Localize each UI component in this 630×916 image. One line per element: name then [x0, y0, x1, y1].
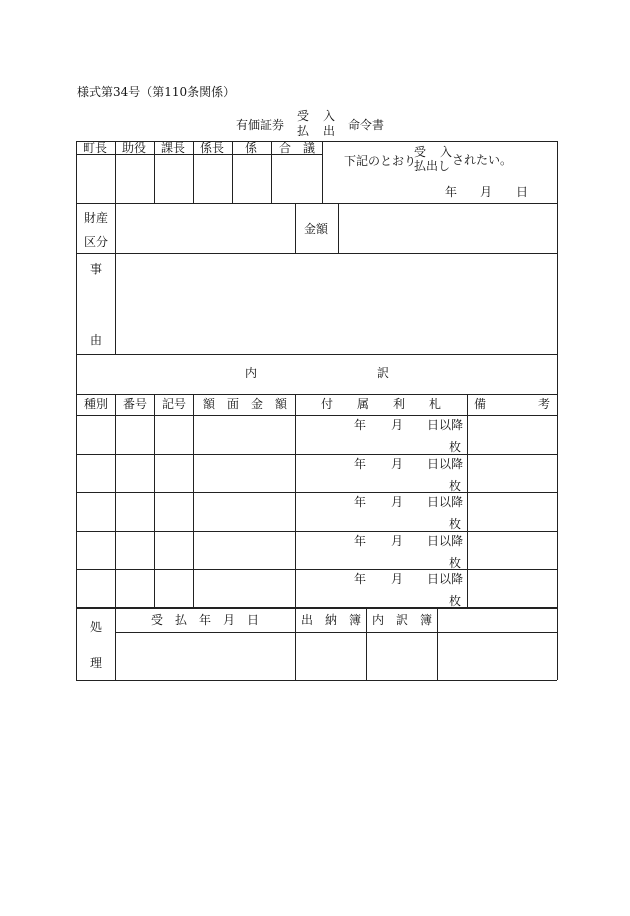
- title-pay-2: 出: [323, 124, 336, 138]
- processing-date-field[interactable]: [116, 633, 294, 679]
- row-count-label: 枚: [449, 594, 462, 608]
- col-number: 番号: [122, 397, 148, 411]
- row-count-label: 枚: [449, 556, 462, 570]
- row-year-label: 年: [354, 457, 367, 471]
- cell-remarks[interactable]: [468, 416, 556, 452]
- approver-consult: 合 議: [278, 141, 316, 155]
- seal-box-mayor[interactable]: [77, 155, 114, 202]
- cell-face-amount[interactable]: [194, 532, 294, 568]
- row-year-label: 年: [354, 495, 367, 509]
- amount-label: 金額: [303, 222, 329, 236]
- cell-kind[interactable]: [77, 493, 114, 529]
- property-field[interactable]: [116, 204, 294, 252]
- cell-kind[interactable]: [77, 532, 114, 568]
- cell-number[interactable]: [116, 455, 153, 491]
- date-year: 年: [445, 185, 458, 199]
- row-after-label: 日以降: [427, 457, 464, 471]
- order-text-receive-2: 入: [440, 145, 453, 159]
- cell-remarks[interactable]: [468, 532, 556, 568]
- approver-deputy: 助役: [121, 141, 147, 155]
- processing-label-bottom: 理: [89, 656, 103, 670]
- order-text-receive-1: 受: [414, 145, 427, 159]
- col-remarks-right: 考: [538, 397, 551, 411]
- processing-ledger-field[interactable]: [296, 633, 365, 679]
- row-month-label: 月: [391, 572, 404, 586]
- row-count-label: 枚: [449, 517, 462, 531]
- row-after-label: 日以降: [427, 418, 464, 432]
- col-face-amount: 額 面 金 額: [202, 397, 288, 411]
- cell-kind[interactable]: [77, 416, 114, 452]
- seal-box-consult[interactable]: [272, 155, 321, 202]
- order-text-suffix: されたい。: [452, 153, 513, 167]
- reason-label-bottom: 由: [89, 333, 103, 347]
- processing-ledger-header: 出 納 簿: [300, 613, 362, 627]
- processing-date-header: 受 払 年 月 日: [150, 613, 260, 627]
- cell-number[interactable]: [116, 532, 153, 568]
- title-receive-1: 受: [297, 109, 310, 123]
- amount-field[interactable]: [339, 204, 556, 252]
- row-month-label: 月: [391, 418, 404, 432]
- cell-face-amount[interactable]: [194, 416, 294, 452]
- approver-mayor: 町長: [82, 141, 108, 155]
- approver-section-chief: 課長: [160, 141, 186, 155]
- cell-remarks[interactable]: [468, 455, 556, 491]
- row-year-label: 年: [354, 572, 367, 586]
- cell-face-amount[interactable]: [194, 455, 294, 491]
- row-month-label: 月: [391, 495, 404, 509]
- reason-label-top: 事: [89, 262, 103, 276]
- cell-face-amount[interactable]: [194, 493, 294, 529]
- row-year-label: 年: [354, 418, 367, 432]
- row-after-label: 日以降: [427, 572, 464, 586]
- processing-extra-field[interactable]: [438, 633, 556, 679]
- title-pay-1: 払: [297, 124, 310, 138]
- approver-unit-chief: 係長: [199, 141, 225, 155]
- property-label-1: 財産: [83, 211, 109, 225]
- seal-box-section-chief[interactable]: [155, 155, 192, 202]
- date-month: 月: [480, 185, 493, 199]
- approver-staff: 係: [244, 141, 258, 155]
- title-prefix: 有価証券: [236, 118, 285, 132]
- processing-detail-header: 内 訳 簿: [371, 613, 433, 627]
- seal-box-unit-chief[interactable]: [194, 155, 231, 202]
- seal-box-deputy[interactable]: [116, 155, 153, 202]
- row-after-label: 日以降: [427, 495, 464, 509]
- col-remarks-left: 備: [474, 397, 487, 411]
- row-after-label: 日以降: [427, 534, 464, 548]
- cell-symbol[interactable]: [155, 455, 192, 491]
- cell-symbol[interactable]: [155, 570, 192, 606]
- cell-number[interactable]: [116, 493, 153, 529]
- cell-face-amount[interactable]: [194, 570, 294, 606]
- cell-symbol[interactable]: [155, 493, 192, 529]
- cell-kind[interactable]: [77, 455, 114, 491]
- processing-label-top: 処: [89, 620, 103, 634]
- order-text-prefix: 下記のとおり: [344, 154, 417, 168]
- processing-detail-field[interactable]: [367, 633, 436, 679]
- property-label-2: 区分: [83, 235, 109, 249]
- order-text-pay: 払出し: [414, 159, 451, 173]
- row-month-label: 月: [391, 534, 404, 548]
- date-day: 日: [516, 185, 529, 199]
- col-kind: 種別: [83, 397, 109, 411]
- row-year-label: 年: [354, 534, 367, 548]
- cell-number[interactable]: [116, 416, 153, 452]
- breakdown-label-right: 訳: [377, 366, 390, 380]
- title-suffix: 命令書: [348, 118, 385, 132]
- seal-box-staff[interactable]: [233, 155, 270, 202]
- row-month-label: 月: [391, 457, 404, 471]
- cell-remarks[interactable]: [468, 493, 556, 529]
- form-number-label: 様式第34号（第110条関係）: [77, 85, 236, 99]
- cell-symbol[interactable]: [155, 532, 192, 568]
- breakdown-label-left: 内: [245, 366, 258, 380]
- cell-number[interactable]: [116, 570, 153, 606]
- row-count-label: 枚: [449, 479, 462, 493]
- reason-field[interactable]: [116, 254, 556, 353]
- cell-symbol[interactable]: [155, 416, 192, 452]
- cell-kind[interactable]: [77, 570, 114, 606]
- col-coupon: 付 属 利 札: [320, 397, 442, 411]
- title-receive-2: 入: [323, 109, 336, 123]
- row-count-label: 枚: [449, 440, 462, 454]
- col-symbol: 記号: [161, 397, 187, 411]
- cell-remarks[interactable]: [468, 570, 556, 606]
